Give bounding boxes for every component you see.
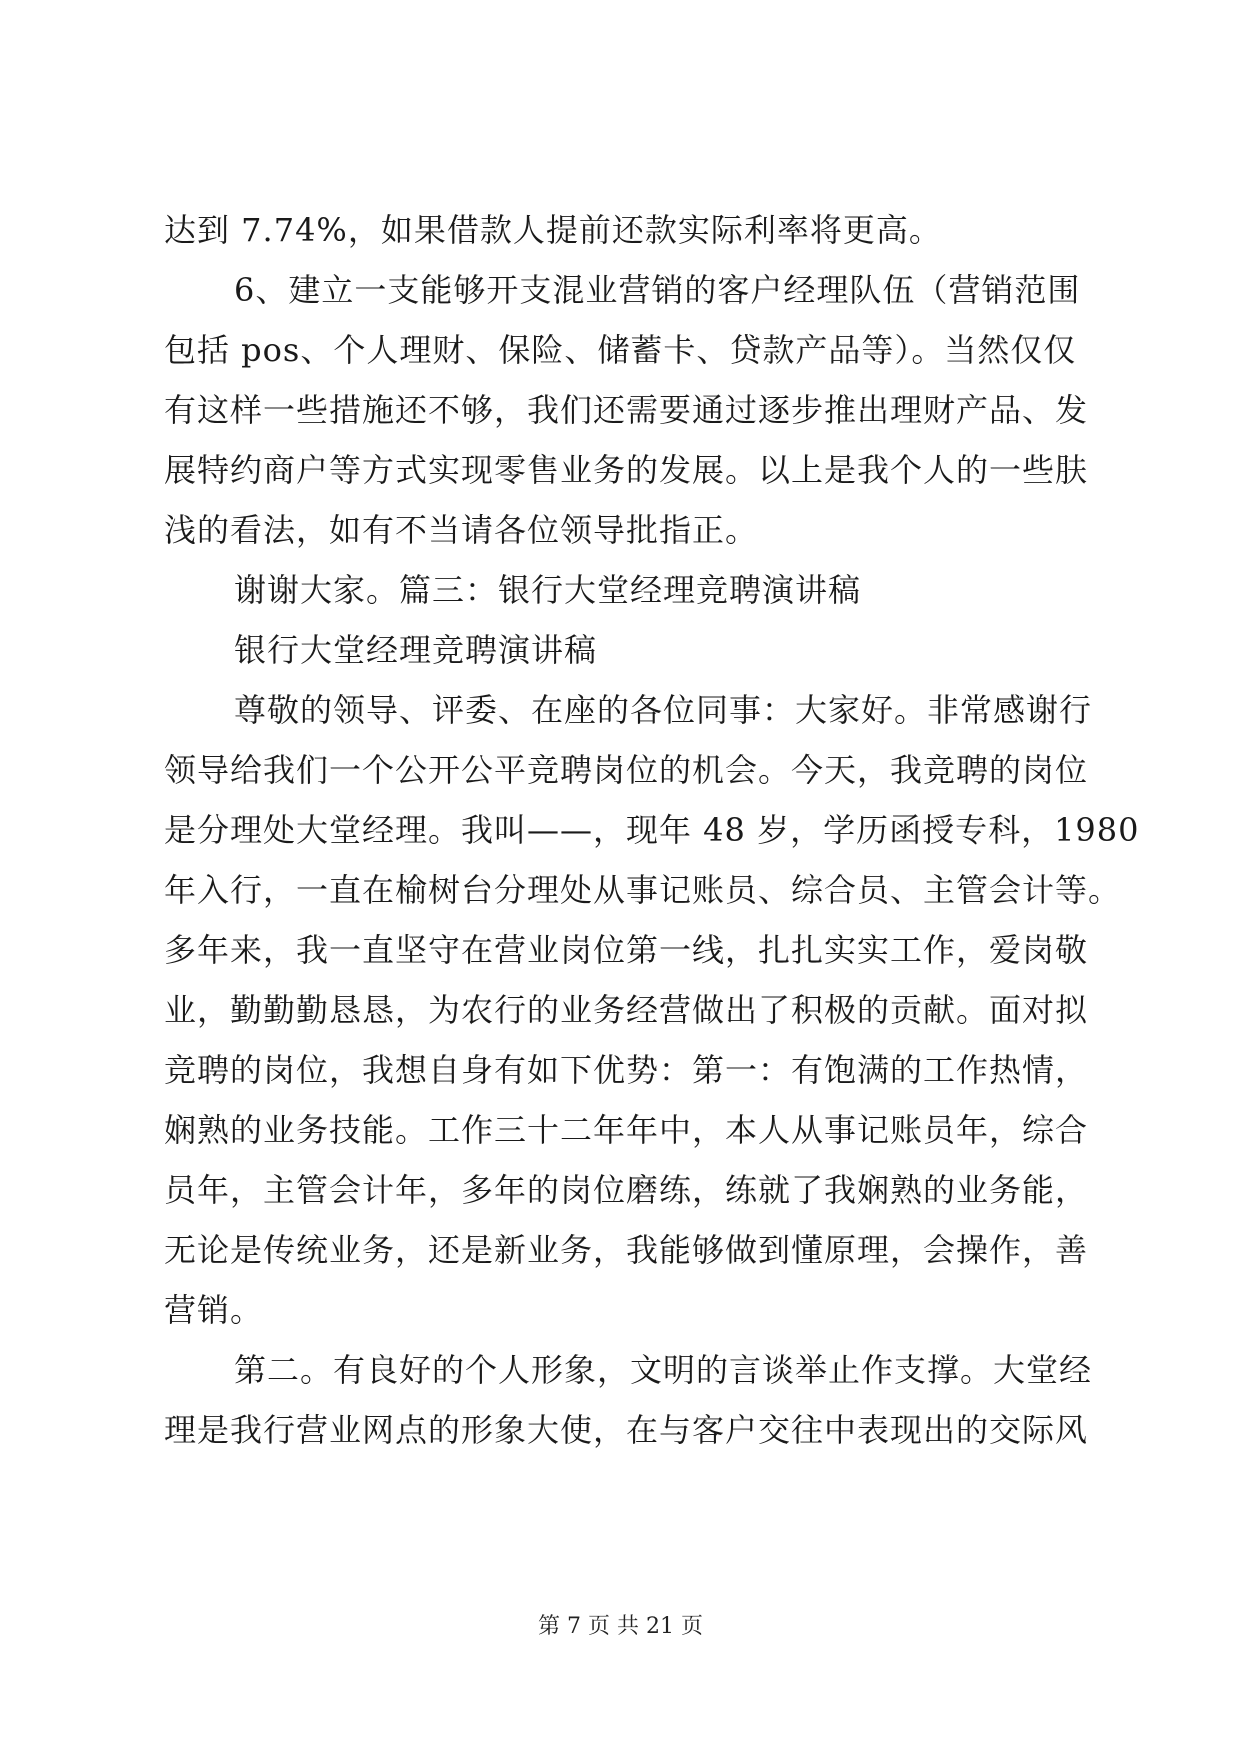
text-line: 是分理处大堂经理。我叫——，现年 48 岁，学历函授专科，1980 <box>164 811 1140 849</box>
page-number-footer: 第 7 页 共 21 页 <box>538 1614 703 1639</box>
text-line: 竞聘的岗位，我想自身有如下优势：第一：有饱满的工作热情， <box>164 1051 1089 1089</box>
text-line: 达到 7.74%，如果借款人提前还款实际利率将更高。 <box>164 211 942 249</box>
text-line: 业，勤勤勤恳恳，为农行的业务经营做出了积极的贡献。面对拟 <box>164 991 1089 1029</box>
text-line: 理是我行营业网点的形象大使，在与客户交往中表现出的交际风 <box>164 1411 1089 1449</box>
document-body <box>164 200 1140 1460</box>
text-line: 有这样一些措施还不够，我们还需要通过逐步推出理财产品、发 <box>164 391 1089 429</box>
text-line: 第二。有良好的个人形象，文明的言谈举止作支撑。大堂经 <box>234 1351 1093 1389</box>
text-line: 包括 pos、个人理财、保险、储蓄卡、贷款产品等）。当然仅仅 <box>164 331 1077 369</box>
text-line: 多年来，我一直坚守在营业岗位第一线，扎扎实实工作，爱岗敬 <box>164 931 1089 969</box>
text-line: 年入行，一直在榆树台分理处从事记账员、综合员、主管会计等。 <box>164 871 1122 909</box>
text-line: 谢谢大家。篇三：银行大堂经理竞聘演讲稿 <box>234 571 862 609</box>
text-line: 6、建立一支能够开支混业营销的客户经理队伍（营销范围 <box>234 271 1081 309</box>
text-line: 浅的看法，如有不当请各位领导批指正。 <box>164 511 759 549</box>
text-line: 领导给我们一个公开公平竞聘岗位的机会。今天，我竞聘的岗位 <box>164 751 1089 789</box>
text-line: 尊敬的领导、评委、在座的各位同事：大家好。非常感谢行 <box>234 691 1093 729</box>
text-line: 银行大堂经理竞聘演讲稿 <box>234 631 598 669</box>
text-line: 无论是传统业务，还是新业务，我能够做到懂原理，会操作，善 <box>164 1231 1089 1269</box>
text-line: 展特约商户等方式实现零售业务的发展。以上是我个人的一些肤 <box>164 451 1089 489</box>
text-line: 娴熟的业务技能。工作三十二年年中，本人从事记账员年，综合 <box>164 1111 1089 1149</box>
text-line: 员年，主管会计年，多年的岗位磨练，练就了我娴熟的业务能， <box>164 1171 1089 1209</box>
text-line: 营销。 <box>164 1291 264 1329</box>
